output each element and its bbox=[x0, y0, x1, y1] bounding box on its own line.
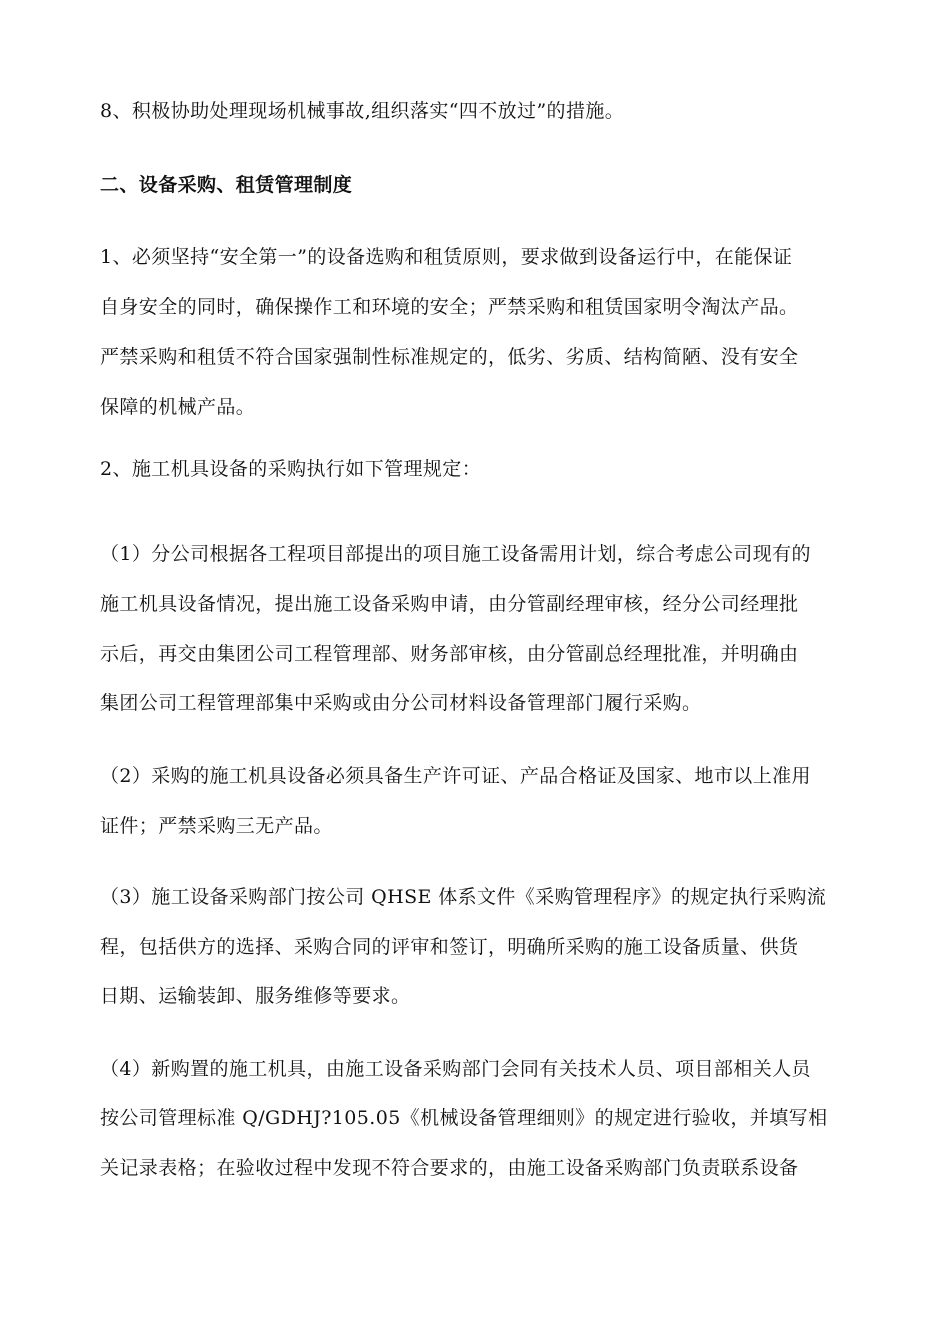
paragraph-4-line-1: （2）采购的施工机具设备必须具备生产许可证、产品合格证及国家、地市以上准用 bbox=[100, 765, 811, 787]
paragraph-3-line-2: 施工机具设备情况，提出施工设备采购申请，由分管副经理审核，经分公司经理批 bbox=[100, 593, 799, 615]
paragraph-3-line-3: 示后，再交由集团公司工程管理部、财务部审核，由分管副总经理批准，并明确由 bbox=[100, 643, 799, 665]
paragraph-2-line-1: 2、施工机具设备的采购执行如下管理规定： bbox=[100, 458, 482, 480]
item-8-text: 8、积极协助处理现场机械事故,组织落实“四不放过”的措施。 bbox=[100, 100, 625, 122]
paragraph-1-line-4: 保障的机械产品。 bbox=[100, 396, 256, 418]
paragraph-6-line-1: （4）新购置的施工机具，由施工设备采购部门会同有关技术人员、项目部相关人员 bbox=[100, 1058, 811, 1080]
paragraph-3-line-1: （1）分公司根据各工程项目部提出的项目施工设备需用计划，综合考虑公司现有的 bbox=[100, 543, 811, 565]
paragraph-6-line-2: 按公司管理标准 Q/GDHJ?105.05《机械设备管理细则》的规定进行验收，并填写相 bbox=[100, 1107, 828, 1129]
section-heading: 二、设备采购、租赁管理制度 bbox=[100, 174, 353, 196]
paragraph-4-line-2: 证件；严禁采购三无产品。 bbox=[100, 815, 333, 837]
paragraph-5-line-3: 日期、运输装卸、服务维修等要求。 bbox=[100, 985, 411, 1007]
paragraph-5-line-1: （3）施工设备采购部门按公司 QHSE 体系文件《采购管理程序》的规定执行采购流 bbox=[100, 886, 827, 908]
paragraph-5-line-2: 程，包括供方的选择、采购合同的评审和签订，明确所采购的施工设备质量、供货 bbox=[100, 936, 799, 958]
paragraph-3-line-4: 集团公司工程管理部集中采购或由分公司材料设备管理部门履行采购。 bbox=[100, 692, 702, 714]
paragraph-1-line-2: 自身安全的同时，确保操作工和环境的安全；严禁采购和租赁国家明令淘汰产品。 bbox=[100, 296, 799, 318]
paragraph-1-line-3: 严禁采购和租赁不符合国家强制性标准规定的，低劣、劣质、结构简陋、没有安全 bbox=[100, 346, 799, 368]
paragraph-1-line-1: 1、必须坚持“安全第一”的设备选购和租赁原则，要求做到设备运行中，在能保证 bbox=[100, 246, 793, 268]
paragraph-6-line-3: 关记录表格；在验收过程中发现不符合要求的，由施工设备采购部门负责联系设备 bbox=[100, 1157, 799, 1179]
